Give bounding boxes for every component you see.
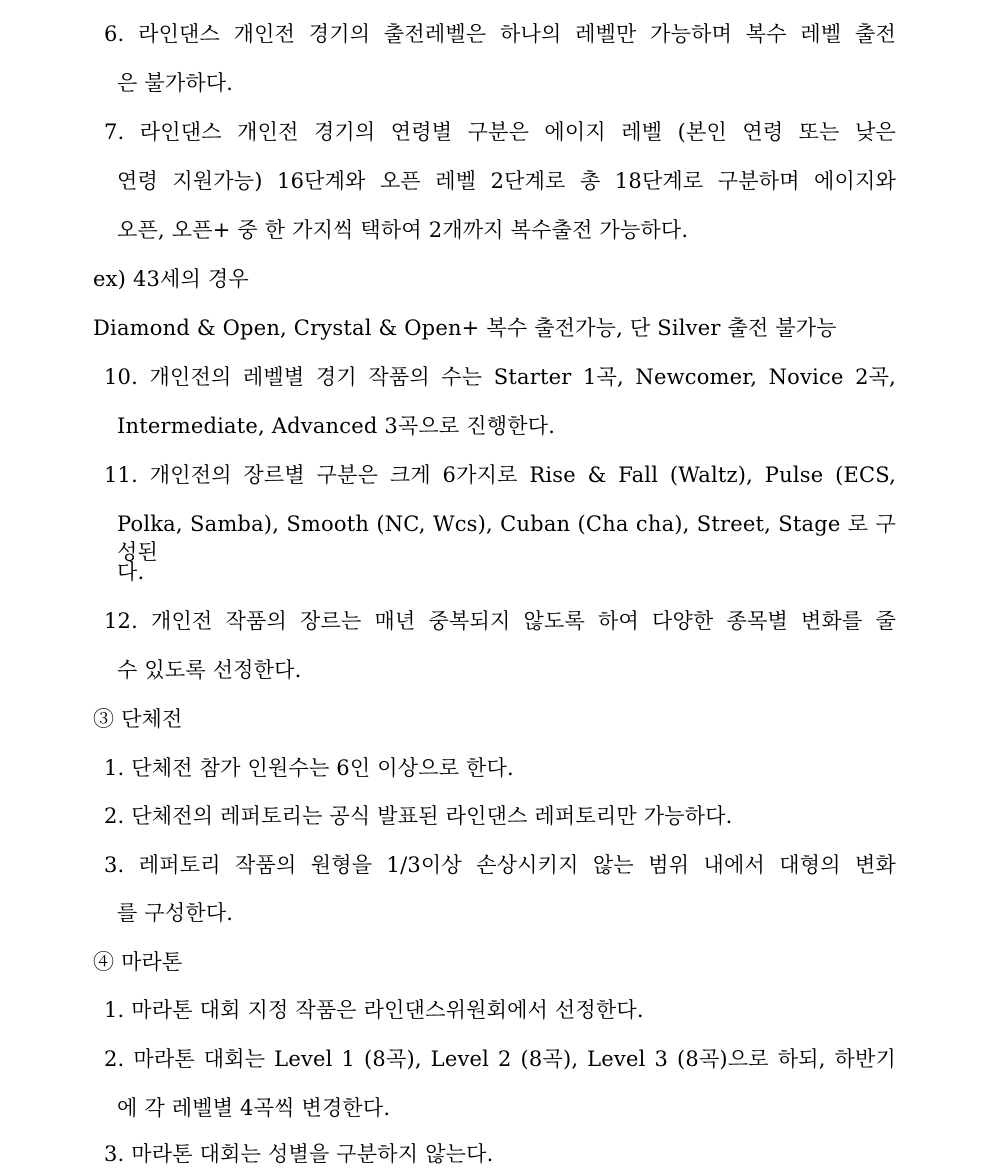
text-line: 2. 마라톤 대회는 Level 1 (8곡), Level 2 (8곡), Level 3 (8곡)으로 하되, 하반기 bbox=[104, 1047, 896, 1071]
text-line: Intermediate, Advanced 3곡으로 진행한다. bbox=[117, 414, 556, 438]
text-line: 오픈, 오픈+ 중 한 가지씩 택하여 2개까지 복수출전 가능하다. bbox=[117, 218, 689, 242]
text-line: 7. 라인댄스 개인전 경기의 연령별 구분은 에이지 레벨 (본인 연령 또는 낮은 bbox=[104, 120, 896, 144]
text-line: 10. 개인전의 레벨별 경기 작품의 수는 Starter 1곡, Newcomer, Novice 2곡, bbox=[104, 365, 896, 389]
text-line: 수 있도록 선정한다. bbox=[117, 658, 302, 682]
section-heading: ④ 마라톤 bbox=[93, 950, 183, 974]
text-line: 12. 개인전 작품의 장르는 매년 중복되지 않도록 하여 다양한 종목별 변화를 줄 bbox=[104, 609, 896, 633]
text-line: 연령 지원가능) 16단계와 오픈 레벨 2단계로 총 18단계로 구분하며 에이지와 bbox=[117, 169, 896, 193]
text-line: 1. 마라톤 대회 지정 작품은 라인댄스위원회에서 선정한다. bbox=[104, 998, 644, 1022]
text-line: 3. 레퍼토리 작품의 원형을 1/3이상 손상시키지 않는 범위 내에서 대형의 변화 bbox=[104, 853, 896, 877]
section-heading: ③ 단체전 bbox=[93, 707, 183, 731]
text-line: Polka, Samba), Smooth (NC, Wcs), Cuban (Cha cha), Street, Stage 로 구성된 bbox=[117, 512, 896, 564]
text-line: 다. bbox=[117, 560, 145, 584]
text-line: 를 구성한다. bbox=[117, 901, 234, 925]
text-line: Diamond & Open, Crystal & Open+ 복수 출전가능, 단 Silver 출전 불가능 bbox=[93, 316, 837, 340]
text-line: 11. 개인전의 장르별 구분은 크게 6가지로 Rise & Fall (Waltz), Pulse (ECS, bbox=[104, 463, 896, 487]
text-line: 6. 라인댄스 개인전 경기의 출전레벨은 하나의 레벨만 가능하며 복수 레벨 출전 bbox=[104, 22, 896, 46]
text-line: 에 각 레벨별 4곡씩 변경한다. bbox=[117, 1096, 391, 1120]
text-line: 은 불가하다. bbox=[117, 71, 234, 95]
text-line: ex) 43세의 경우 bbox=[93, 267, 249, 291]
text-line: 2. 단체전의 레퍼토리는 공식 발표된 라인댄스 레퍼토리만 가능하다. bbox=[104, 804, 733, 828]
text-line: 3. 마라톤 대회는 성별을 구분하지 않는다. bbox=[104, 1142, 494, 1166]
text-line: 1. 단체전 참가 인원수는 6인 이상으로 한다. bbox=[104, 756, 514, 780]
